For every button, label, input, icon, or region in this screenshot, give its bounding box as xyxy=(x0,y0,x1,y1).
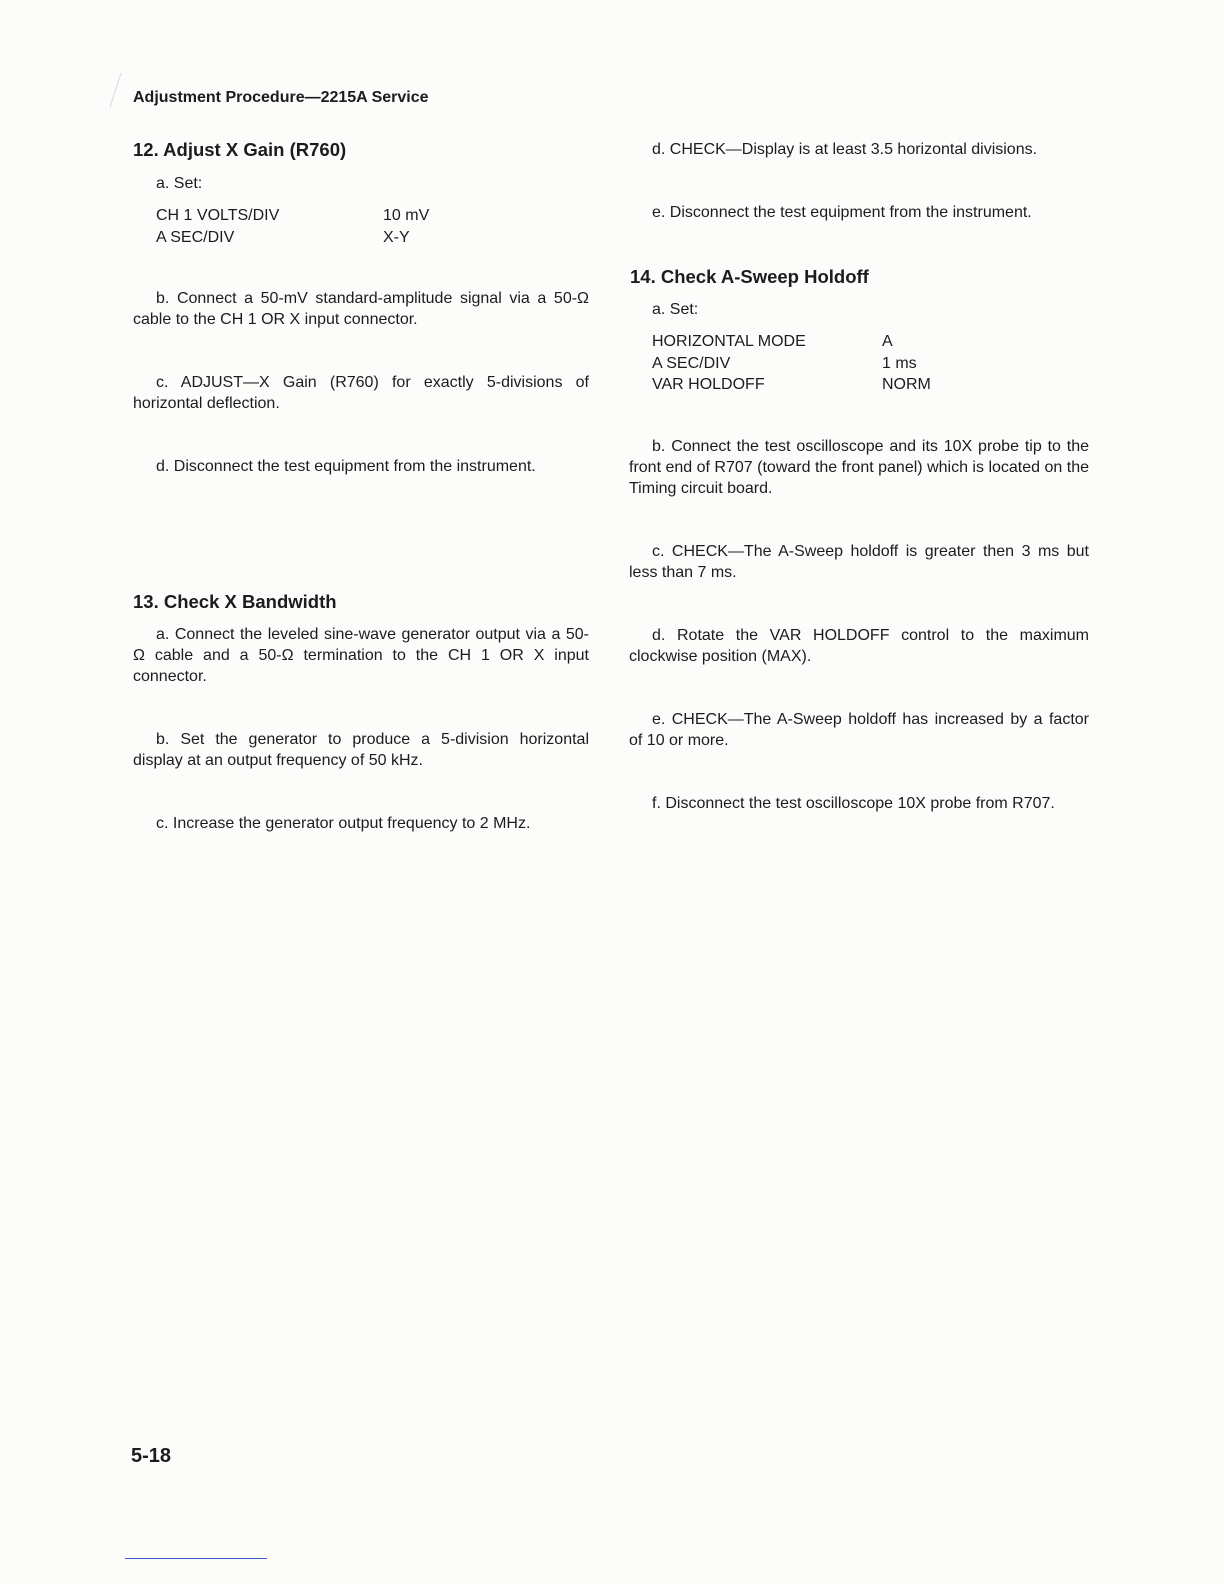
section-12-step-d: d. Disconnect the test equipment from the instrument. xyxy=(156,458,536,475)
page-number: 5-18 xyxy=(131,1445,172,1467)
settings-row xyxy=(652,331,931,353)
setting-value: X-Y xyxy=(383,228,410,246)
section-14-step-d: d. Rotate the VAR HOLDOFF control to the maximum clockwise position (MAX). xyxy=(629,627,1089,665)
section-13-step-c: c. Increase the generator output frequency to 2 MHz. xyxy=(156,815,531,832)
setting-name: A SEC/DIV xyxy=(652,354,731,372)
setting-name: VAR HOLDOFF xyxy=(652,376,765,393)
setting-value: 1 ms xyxy=(882,354,917,372)
setting-name: HORIZONTAL MODE xyxy=(652,333,806,350)
section-14-step-e: e. CHECK—The A-Sweep holdoff has increased by a factor of 10 or more. xyxy=(629,711,1089,749)
section-12-title: 12. Adjust X Gain (R760) xyxy=(133,139,347,160)
section-14-step-c: c. CHECK—The A-Sweep holdoff is greater then 3 ms but less than 7 ms. xyxy=(629,543,1089,581)
settings-row xyxy=(156,205,429,227)
section-12-step-a: a. Set: xyxy=(156,175,203,192)
section-13-step-a: a. Connect the leveled sine-wave generator output via a 50-Ω cable and a 50-Ω termination to the CH 1 OR X input connector. xyxy=(133,626,589,685)
section-12-step-c: c. ADJUST—X Gain (R760) for exactly 5-divisions of horizontal deflection. xyxy=(133,374,589,412)
section-12-settings xyxy=(156,205,429,248)
scan-edge-mark xyxy=(109,73,121,108)
section-13-step-b: b. Set the generator to produce a 5-division horizontal display at an output frequency of 50 kHz. xyxy=(133,731,589,769)
setting-name: CH 1 VOLTS/DIV xyxy=(156,207,280,224)
section-14-step-f: f. Disconnect the test oscilloscope 10X probe from R707. xyxy=(652,795,1055,812)
setting-value: NORM xyxy=(882,376,931,393)
running-header: Adjustment Procedure—2215A Service xyxy=(133,89,429,106)
section-13-title: 13. Check X Bandwidth xyxy=(133,591,337,612)
setting-value: A xyxy=(882,333,893,350)
settings-row xyxy=(652,353,931,375)
settings-row xyxy=(156,227,429,249)
settings-row xyxy=(652,374,931,396)
footer-rule xyxy=(125,1558,267,1559)
section-14-settings xyxy=(652,331,931,396)
section-13-step-e: e. Disconnect the test equipment from the instrument. xyxy=(652,204,1032,221)
section-14-step-a: a. Set: xyxy=(652,301,699,318)
section-14-step-b: b. Connect the test oscilloscope and its 10X probe tip to the front end of R707 (toward the front panel) which is located on the Timing circuit board. xyxy=(629,438,1089,497)
section-14-title: 14. Check A-Sweep Holdoff xyxy=(630,266,869,287)
setting-value: 10 mV xyxy=(383,207,430,224)
setting-name: A SEC/DIV xyxy=(156,228,235,246)
section-12-step-b: b. Connect a 50-mV standard-amplitude signal via a 50-Ω cable to the CH 1 OR X input connector. xyxy=(133,290,589,328)
section-13-step-d: d. CHECK—Display is at least 3.5 horizontal divisions. xyxy=(652,141,1038,158)
